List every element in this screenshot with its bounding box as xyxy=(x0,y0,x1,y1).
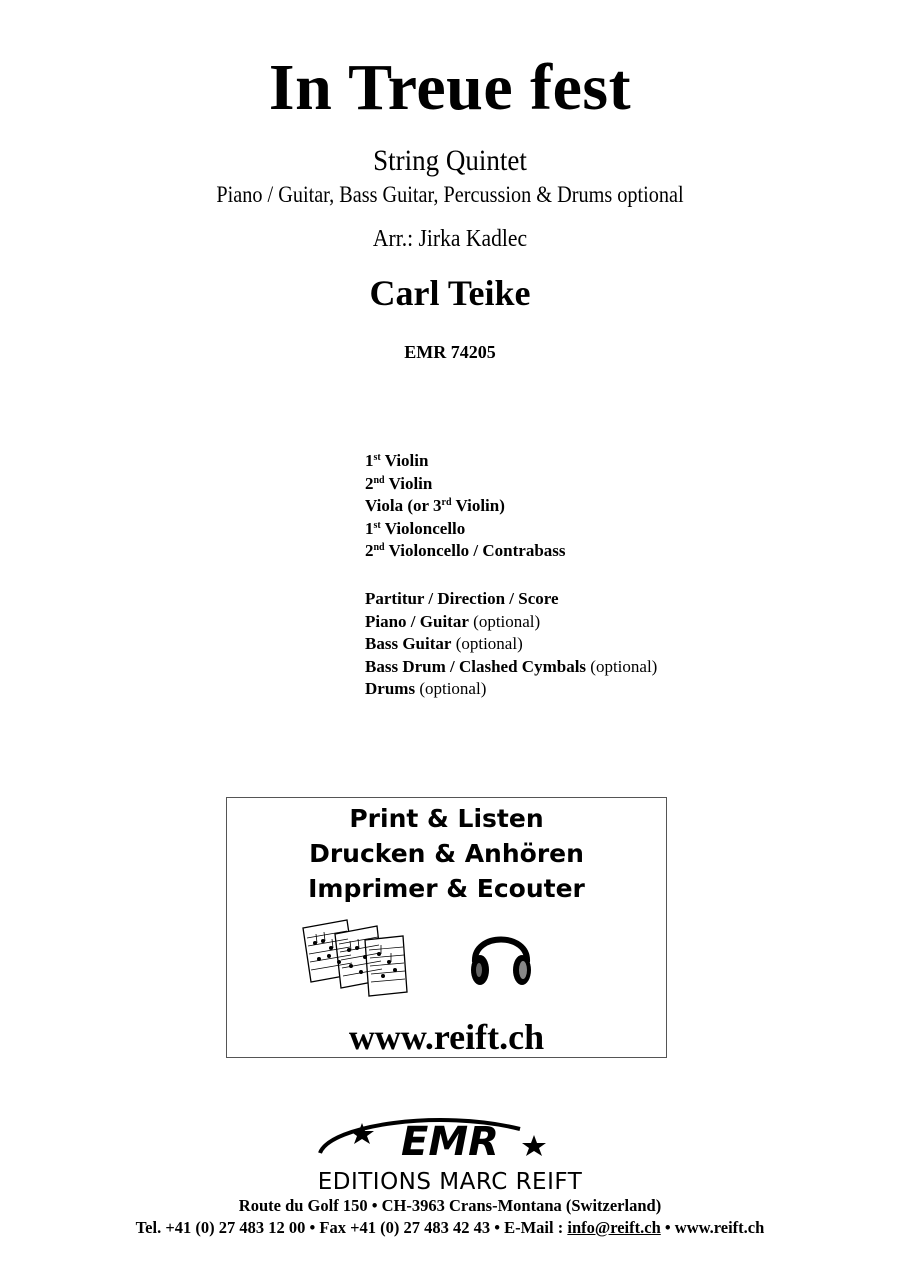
score-parts-list xyxy=(365,588,657,701)
part-item: Partitur / Direction / Score xyxy=(365,589,559,608)
part-item: Viola (or 3rd Violin) xyxy=(365,496,505,516)
promo-line-german: Drucken & Anhören xyxy=(309,839,584,868)
catalog-number: EMR 74205 xyxy=(404,342,496,362)
part-item: Piano / Guitar (optional) xyxy=(365,611,541,631)
email-link[interactable]: info@reift.ch xyxy=(567,1218,661,1237)
website-url[interactable]: www.reift.ch xyxy=(348,1017,545,1057)
part-item: 1st Violin xyxy=(365,451,429,470)
part-item: 2nd Violoncello / Contrabass xyxy=(365,541,566,561)
headphones-icon xyxy=(465,920,537,992)
promo-line-french: Imprimer & Ecouter xyxy=(308,874,585,903)
part-item: Drums (optional) xyxy=(365,679,487,699)
page-title: In Treue fest xyxy=(268,51,632,124)
arranger-credit: Arr.: Jirka Kadlec xyxy=(372,226,528,252)
instrumentation-line: Piano / Guitar, Bass Guitar, Percussion & Drums optional xyxy=(216,182,684,207)
part-item: Bass Guitar (optional) xyxy=(365,634,523,654)
subtitle: String Quintet xyxy=(373,144,527,177)
publisher-address: Route du Golf 150 • CH-3963 Crans-Montana (Switzerland) xyxy=(238,1196,662,1215)
publisher-name: EDITIONS MARC REIFT xyxy=(317,1169,583,1195)
sheet-music-icon xyxy=(299,918,411,998)
composer-name: Carl Teike xyxy=(369,273,531,313)
publisher-contact: Tel. +41 (0) 27 483 12 00 • Fax +41 (0) 27 483 42 43 • E-Mail : info@reift.ch • www.reift.ch xyxy=(135,1218,765,1237)
part-item: Bass Drum / Clashed Cymbals (optional) xyxy=(365,656,658,676)
part-item: 1st Violoncello xyxy=(365,518,466,538)
emr-logo-text: EMR xyxy=(401,1119,499,1165)
part-item: 2nd Violin xyxy=(365,473,433,493)
string-parts-list xyxy=(365,450,566,563)
print-listen-box xyxy=(226,797,667,1058)
emr-logo xyxy=(250,1105,650,1195)
promo-line-english: Print & Listen xyxy=(349,804,544,833)
